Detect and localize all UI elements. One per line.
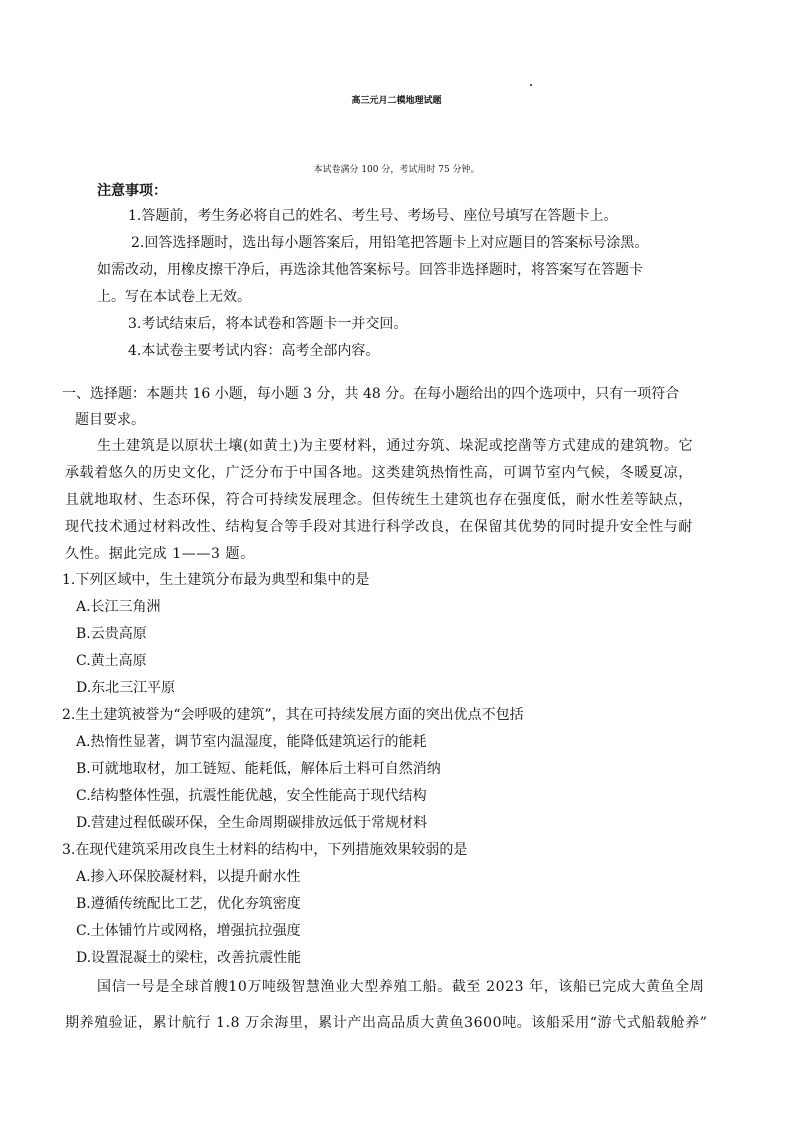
note-item-4: 4.本试卷主要考试内容：高考全部内容。	[128, 343, 380, 359]
note-item-2-line-3: 上。写在本试卷上无效。	[97, 289, 251, 305]
passage-1-line: 久性。据此完成 1——3 题。	[65, 546, 255, 562]
section-heading-line-1: 一、选择题：本题共 16 小题，每小题 3 分，共 48 分。在每小题给出的四个选项中，只有一项符合	[62, 386, 680, 402]
note-item-1: 1.答题前，考生务必将自己的姓名、考生号、考场号、座位号填写在答题卡上。	[128, 208, 618, 224]
question-3-option: A.掺入环保胶凝材料，以提升耐水性	[76, 869, 301, 885]
question-1-stem: 1.下列区域中，生土建筑分布最为典型和集中的是	[62, 572, 370, 588]
question-1-option: A.长江三角洲	[76, 599, 161, 615]
passage-1-line: 现代技术通过材料改性、结构复合等手段对其进行科学改良，在保留其优势的同时提升安全性与耐	[65, 519, 693, 535]
question-3-stem: 3.在现代建筑采用改良生土材料的结构中，下列措施效果较弱的是	[62, 842, 468, 858]
question-2-option: A.热惰性显著，调节室内温湿度，能降低建筑运行的能耗	[76, 734, 427, 750]
passage-2-line: 国信一号是全球首艘10万吨级智慧渔业大型养殖工船。截至 2023 年，该船已完成大黄鱼全周	[97, 979, 705, 995]
exam-subtitle: 本试卷满分 100 分，考试用时 75 分钟。	[313, 165, 480, 175]
question-3-option: C.土体铺竹片或网格，增强抗拉强度	[76, 923, 301, 939]
question-2-option: D.营建过程低碳环保，全生命周期碳排放远低于常规材料	[76, 815, 428, 831]
question-1-option: C.黄土高原	[76, 653, 147, 669]
passage-1-line: 生土建筑是以原状土壤(如黄土)为主要材料，通过夯筑、垛泥或挖凿等方式建成的建筑物。它	[97, 438, 694, 454]
question-1-option: B.云贵高原	[76, 626, 147, 642]
passage-2-line: 期养殖验证，累计航行 1.8 万余海里，累计产出高品质大黄鱼3600吨。该船采用“游弋式船载舱养”	[65, 1015, 708, 1031]
question-2-option: B.可就地取材，加工链短、能耗低，解体后土料可自然消纳	[76, 761, 441, 777]
passage-1-line: 且就地取材、生态环保，符合可持续发展理念。但传统生土建筑也存在强度低，耐水性差等缺点，	[65, 492, 693, 508]
scan-dot	[530, 84, 532, 86]
question-1-option: D.东北三江平原	[76, 680, 176, 696]
question-3-option: B.遵循传统配比工艺，优化夯筑密度	[76, 896, 301, 912]
question-2-option: C.结构整体性强，抗震性能优越，安全性能高于现代结构	[76, 788, 427, 804]
exam-title: 高三元月二模地理试题	[351, 96, 442, 106]
passage-1-line: 承载着悠久的历史文化，广泛分布于中国各地。这类建筑热惰性高，可调节室内气候，冬暖夏凉，	[65, 465, 693, 481]
question-3-option: D.设置混凝土的梁柱，改善抗震性能	[76, 950, 302, 966]
notes-heading: 注意事项：	[97, 183, 167, 199]
question-2-stem: 2.生土建筑被誉为“会呼吸的建筑”，其在可持续发展方面的突出优点不包括	[62, 707, 524, 723]
section-heading-line-2: 题目要求。	[75, 412, 145, 428]
note-item-2-line-2: 如需改动，用橡皮擦干净后，再选涂其他答案标号。回答非选择题时，将答案写在答题卡	[97, 262, 643, 278]
note-item-3: 3.考试结束后，将本试卷和答题卡一并交回。	[128, 316, 408, 332]
note-item-2-line-1: 2.回答选择题时，选出每小题答案后，用铅笔把答题卡上对应题目的答案标号涂黑。	[131, 235, 649, 251]
